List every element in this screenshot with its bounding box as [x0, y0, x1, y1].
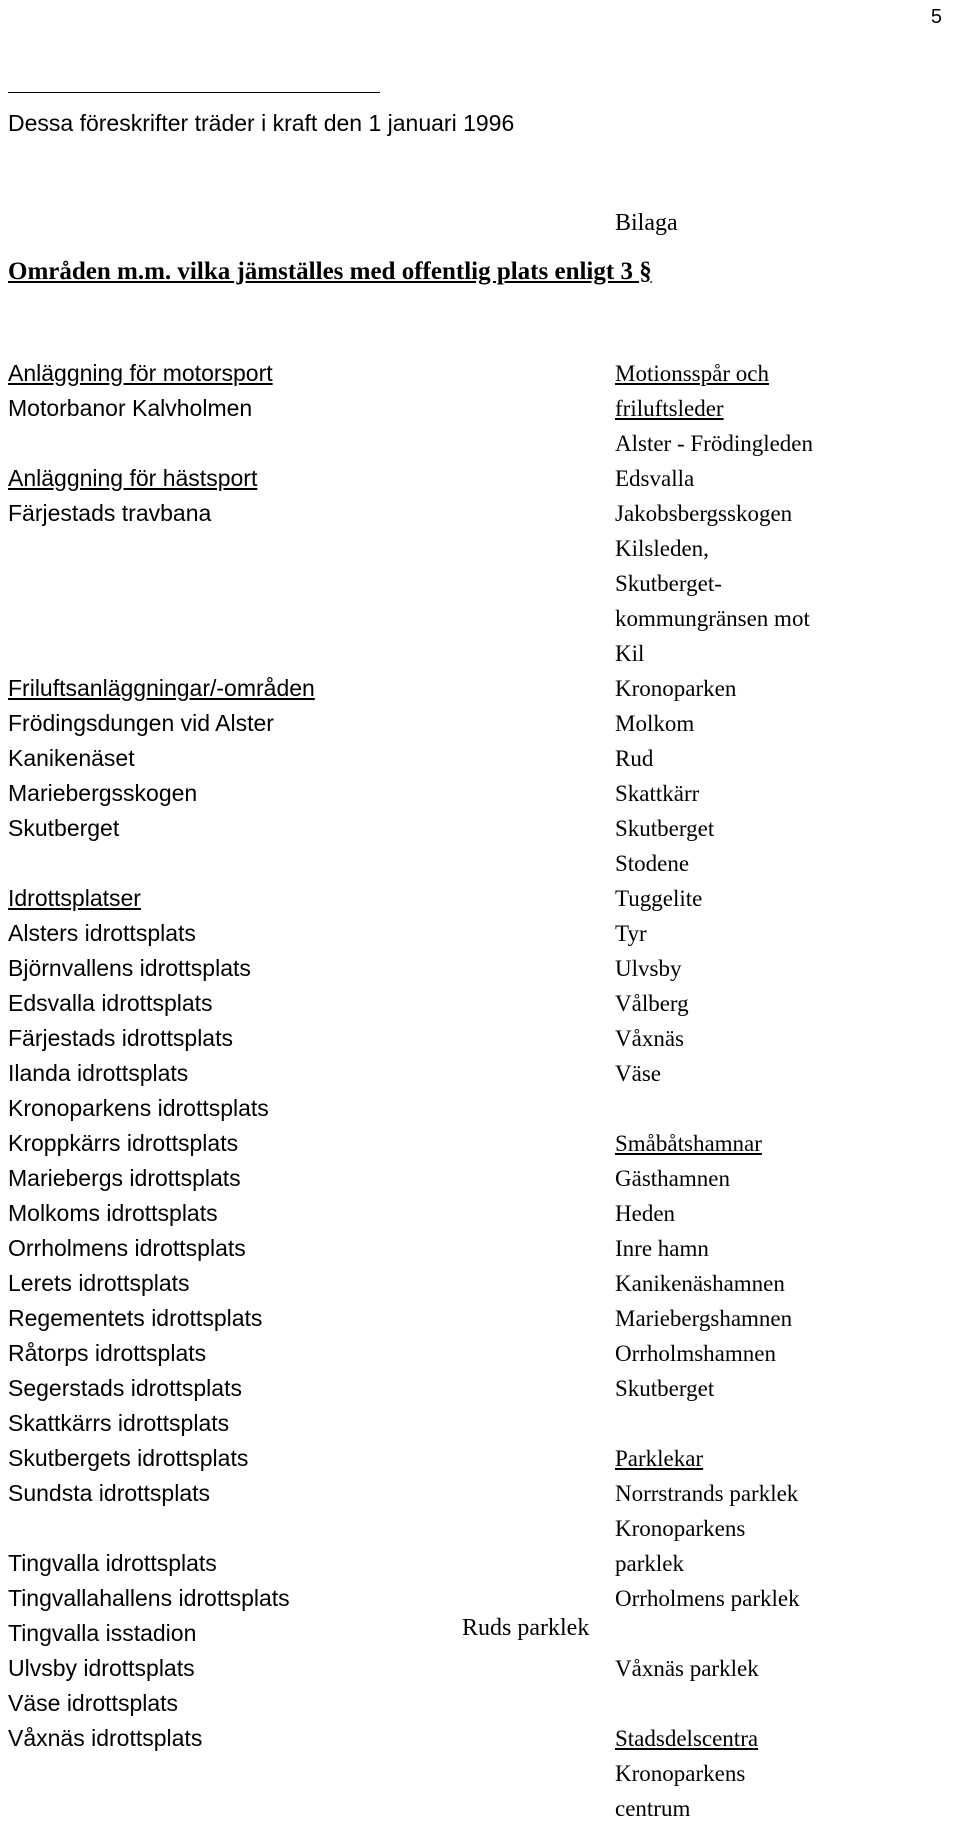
list-item: Gästhamnen [615, 1166, 730, 1191]
page-number: 5 [930, 6, 942, 28]
list-item: Kilsleden, [615, 536, 709, 561]
list-item: Skattkärrs idrottsplats [8, 1410, 230, 1436]
list-item: Mariebergshamnen [615, 1306, 793, 1331]
list-item: Stodene [615, 851, 690, 876]
list-item: Molkoms idrottsplats [8, 1200, 218, 1226]
page-heading: Områden m.m. vilka jämställes med offentlig plats enligt 3 § [8, 258, 652, 285]
list-item: Väse idrottsplats [8, 1690, 179, 1716]
list-item: Tingvalla idrottsplats [8, 1550, 217, 1576]
list-item: Skattkärr [615, 781, 700, 806]
list-item: Kroppkärrs idrottsplats [8, 1130, 239, 1156]
list-item: Ilanda idrottsplats [8, 1060, 189, 1086]
list-item: Jakobsbergsskogen [615, 501, 793, 526]
list-item: Orrholmshamnen [615, 1341, 776, 1366]
list-item: Våxnäs idrottsplats [8, 1725, 203, 1751]
list-item: Alsters idrottsplats [8, 920, 196, 946]
list-item: Kanikenäset [8, 745, 135, 771]
footnote-rule [8, 92, 380, 93]
list-item: Inre hamn [615, 1236, 709, 1261]
section-title-stadsdel: Stadsdelscentra [615, 1726, 759, 1751]
list-item: Orrholmens idrottsplats [8, 1235, 246, 1261]
list-item: Väse [615, 1061, 661, 1086]
list-item: Skutberget [8, 815, 120, 841]
list-item: Edsvalla [615, 466, 695, 491]
list-item: Sundsta idrottsplats [8, 1480, 211, 1506]
right-column [615, 356, 813, 1826]
list-item: Kanikenäshamnen [615, 1271, 785, 1296]
list-item: Tingvallahallens idrottsplats [8, 1585, 290, 1611]
left-column [8, 356, 315, 1756]
list-item: Lerets idrottsplats [8, 1270, 190, 1296]
list-item: Molkom [615, 711, 695, 736]
list-item: centrum [615, 1796, 691, 1821]
list-item: Våxnäs [615, 1026, 684, 1051]
list-item: Skutberget [615, 1376, 715, 1401]
list-item: Våxnäs parklek [615, 1656, 759, 1681]
list-item: Edsvalla idrottsplats [8, 990, 213, 1016]
list-item: Björnvallens idrottsplats [8, 955, 251, 981]
section-title-friluft: Friluftsanläggningar/-områden [8, 675, 315, 701]
section-title-parklek: Parklekar [615, 1446, 704, 1471]
list-item: Skutbergets idrottsplats [8, 1445, 249, 1471]
list-item: Orrholmens parklek [615, 1586, 800, 1611]
list-item: Färjestads idrottsplats [8, 1025, 233, 1051]
list-item: Skutberget [615, 816, 715, 841]
section-title-motorsport: Anläggning för motorsport [8, 360, 273, 386]
list-item: Vålberg [615, 991, 689, 1016]
list-item: Färjestads travbana [8, 500, 212, 526]
section-title-motion-2: friluftsleder [615, 396, 724, 421]
list-item: Tyr [615, 921, 647, 946]
section-title-hastsport: Anläggning för hästsport [8, 465, 258, 491]
list-item-ruds-parklek: Ruds parklek [462, 1615, 590, 1641]
list-item: Mariebergsskogen [8, 780, 198, 806]
section-title-motion-1: Motionsspår och [615, 361, 769, 386]
list-item: Tingvalla isstadion [8, 1620, 197, 1646]
list-item: Ulvsby idrottsplats [8, 1655, 195, 1681]
list-item: parklek [615, 1551, 684, 1576]
list-item: Segerstads idrottsplats [8, 1375, 242, 1401]
list-item: Frödingsdungen vid Alster [8, 710, 274, 736]
list-item: Mariebergs idrottsplats [8, 1165, 241, 1191]
list-item: Tuggelite [615, 886, 703, 911]
list-item: Ulvsby [615, 956, 682, 981]
appendix-label: Bilaga [615, 210, 678, 236]
effective-date-text: Dessa föreskrifter träder i kraft den 1 januari 1996 [8, 110, 515, 136]
list-item: Råtorps idrottsplats [8, 1340, 207, 1366]
list-item: kommungränsen mot [615, 606, 810, 631]
list-item: Norrstrands parklek [615, 1481, 799, 1506]
list-item: Kronoparken [615, 676, 737, 701]
list-item: Alster - Frödingleden [615, 431, 814, 456]
list-item: Heden [615, 1201, 676, 1226]
list-item: Kronoparkens [615, 1761, 746, 1786]
list-item: Regementets idrottsplats [8, 1305, 263, 1331]
list-item: Rud [615, 746, 654, 771]
section-title-idrott: Idrottsplatser [8, 885, 141, 911]
list-item: Kronoparkens idrottsplats [8, 1095, 269, 1121]
list-item: Kil [615, 641, 645, 666]
list-item: Kronoparkens [615, 1516, 746, 1541]
list-item: Skutberget- [615, 571, 722, 596]
section-title-smabat: Småbåtshamnar [615, 1131, 762, 1156]
list-item: Motorbanor Kalvholmen [8, 395, 253, 421]
